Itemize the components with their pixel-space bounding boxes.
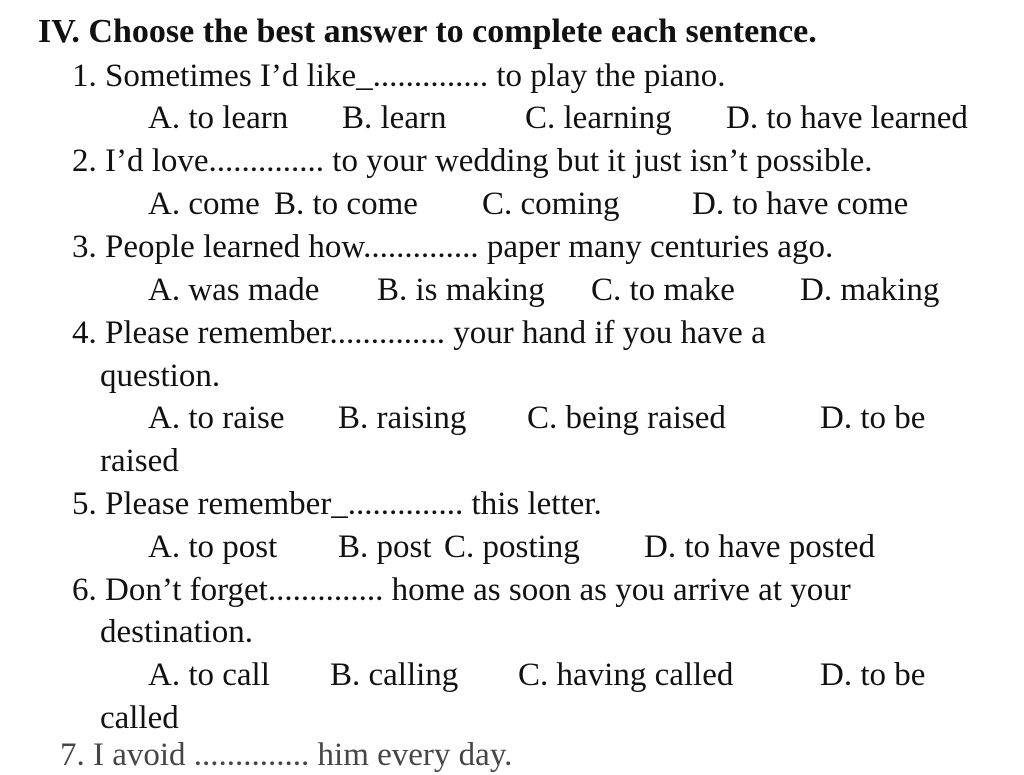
- question-6-text-cont: destination.: [100, 614, 254, 650]
- question-1-text: 1. Sometimes I’d like_.............. to play the piano.: [72, 58, 726, 94]
- q4-option-c: C. being raised: [527, 400, 726, 436]
- q1-option-d: D. to have learned: [726, 100, 968, 136]
- question-2-text: 2. I’d love.............. to your wedding but it just isn’t possible.: [72, 143, 873, 179]
- q2-option-c: C. coming: [482, 186, 620, 222]
- q5-option-a: A. to post: [148, 529, 278, 565]
- q3-option-b: B. is making: [377, 272, 545, 308]
- q2-option-a: A. come: [148, 186, 260, 222]
- q6-option-c: C. having called: [518, 657, 734, 693]
- page-title: IV. Choose the best answer to complete each sentence.: [38, 13, 817, 50]
- q6-option-d: D. to be: [820, 657, 926, 693]
- cut-off-line: [60, 737, 700, 773]
- q1-option-a: A. to learn: [148, 100, 289, 136]
- question-3-text: 3. People learned how.............. paper many centuries ago.: [72, 229, 834, 265]
- q6-option-b: B. calling: [330, 657, 459, 693]
- q5-option-d: D. to have posted: [644, 529, 875, 565]
- q2-option-d: D. to have come: [692, 186, 909, 222]
- cut-off-text: 7. I avoid .............. him every day.: [60, 737, 513, 773]
- q1-option-b: B. learn: [342, 100, 447, 136]
- q6-option-d-cont: called: [100, 700, 179, 736]
- question-6-text: 6. Don’t forget.............. home as soon as you arrive at your: [72, 572, 851, 608]
- q4-option-d: D. to be: [820, 400, 926, 436]
- q4-option-b: B. raising: [338, 400, 467, 436]
- q3-option-a: A. was made: [148, 272, 320, 308]
- question-4-text-cont: question.: [100, 358, 221, 394]
- question-5-text: 5. Please remember_.............. this letter.: [72, 486, 602, 522]
- question-4-text: 4. Please remember.............. your hand if you have a: [72, 315, 766, 351]
- q3-option-c: C. to make: [591, 272, 735, 308]
- q3-option-d: D. making: [800, 272, 940, 308]
- q6-option-a: A. to call: [148, 657, 270, 693]
- q5-option-c: C. posting: [444, 529, 580, 565]
- q2-option-b: B. to come: [274, 186, 418, 222]
- q4-option-a: A. to raise: [148, 400, 285, 436]
- q4-option-d-cont: raised: [100, 443, 179, 479]
- q1-option-c: C. learning: [525, 100, 672, 136]
- q5-option-b: B. post: [338, 529, 432, 565]
